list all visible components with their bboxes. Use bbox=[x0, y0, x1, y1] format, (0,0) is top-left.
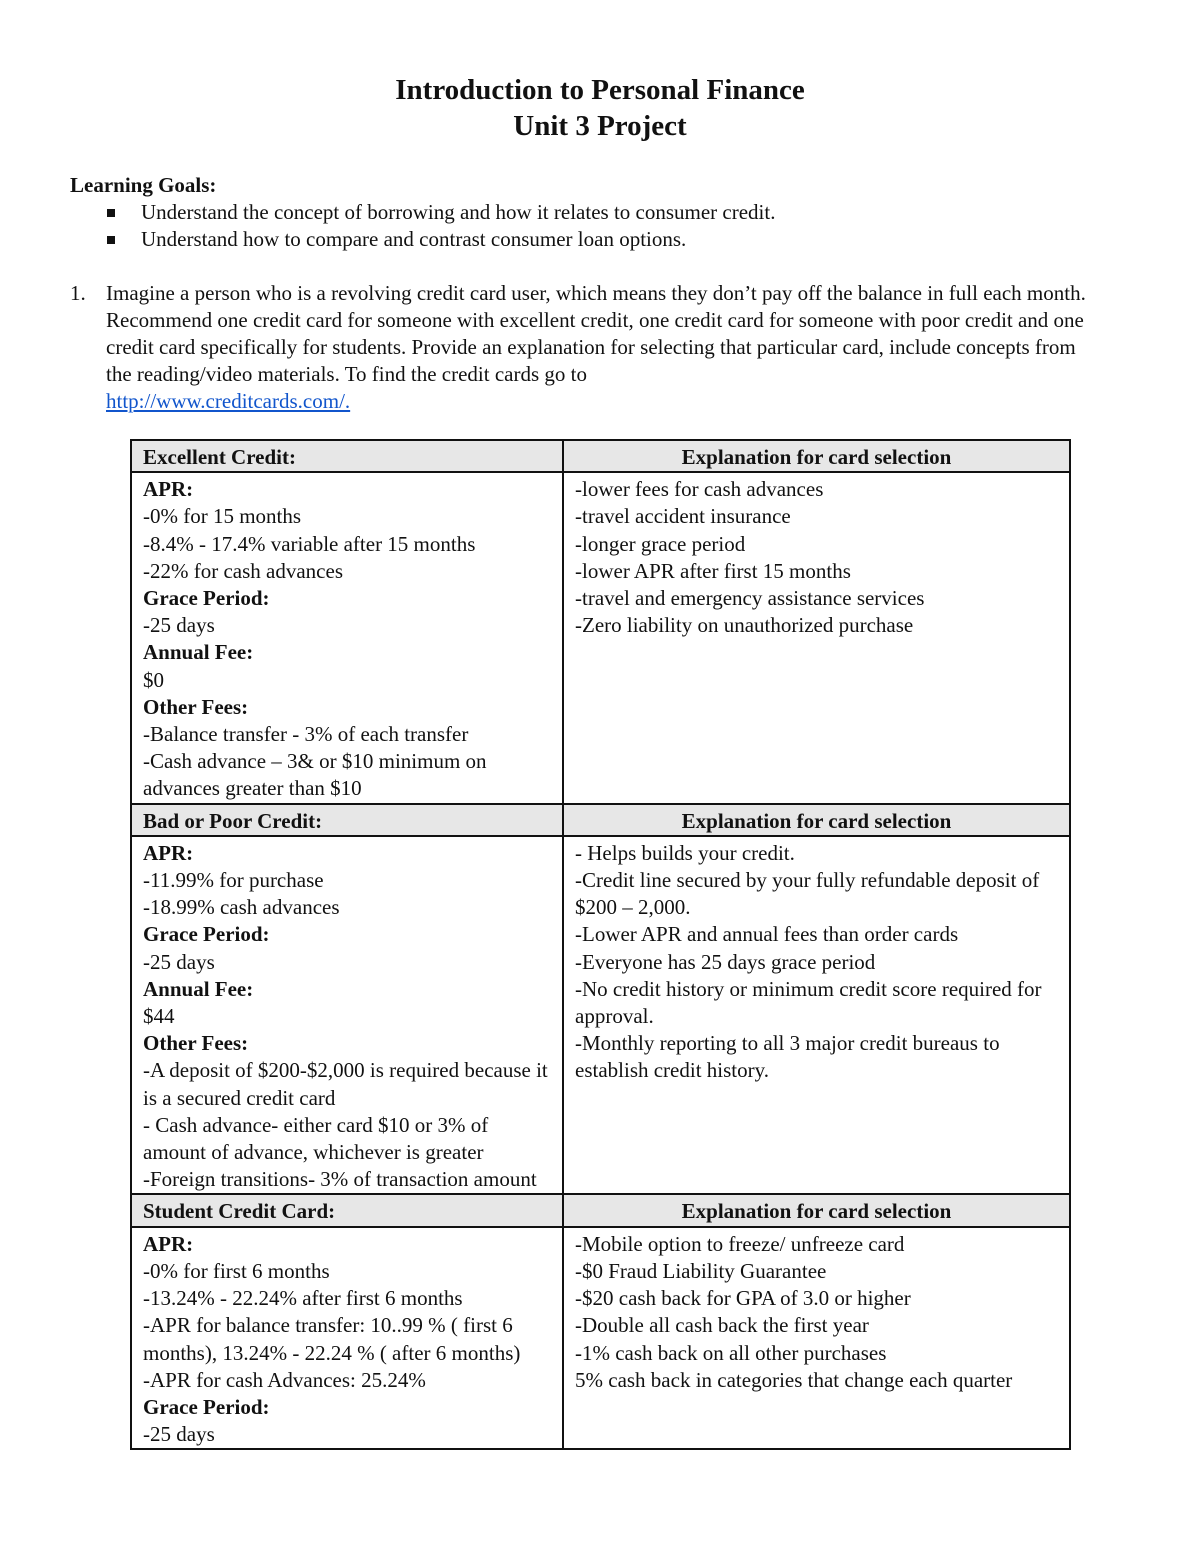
section-body-row bbox=[131, 472, 1070, 803]
section-header-row bbox=[131, 1194, 1070, 1226]
reason-item: 5% cash back in categories that change each quarter bbox=[575, 1367, 1013, 1392]
card-details-cell bbox=[131, 836, 563, 1195]
learning-goal-item bbox=[104, 226, 775, 253]
detail-value: -Cash advance – 3& or $10 minimum on advances greater than $10 bbox=[143, 749, 487, 801]
explanation-header: Explanation for card selection bbox=[563, 440, 1070, 472]
detail-label: APR: bbox=[143, 1231, 194, 1256]
reason-item: -lower APR after first 15 months bbox=[575, 558, 851, 583]
creditcards-link[interactable]: http://www.creditcards.com/. bbox=[106, 389, 351, 413]
detail-value: -25 days bbox=[143, 949, 215, 974]
detail-label: Grace Period: bbox=[143, 586, 270, 611]
learning-goal-text: Understand the concept of borrowing and how it relates to consumer credit. bbox=[141, 200, 776, 224]
detail-value: $0 bbox=[143, 667, 164, 692]
card-reasons-cell bbox=[563, 836, 1070, 1195]
detail-value: -13.24% - 22.24% after first 6 months bbox=[143, 1286, 463, 1311]
card-reasons-cell bbox=[563, 472, 1070, 803]
learning-goals-list bbox=[104, 199, 775, 253]
question-text: Imagine a person who is a revolving credit card user, which means they don’t pay off the balance in full each month. Recommend one credit card for someone with excellent credit, one credit card for someone with poor credit and one credit card specifically for students. Provide an explanation for selecting that particular card, include concepts from the reading/video materials. To find the credit cards go to bbox=[106, 281, 1086, 386]
reason-item: -$0 Fraud Liability Guarantee bbox=[575, 1258, 827, 1283]
card-details-cell bbox=[131, 472, 563, 803]
reason-item: -Everyone has 25 days grace period bbox=[575, 949, 876, 974]
detail-value: -25 days bbox=[143, 613, 215, 638]
section-body-row bbox=[131, 1227, 1070, 1450]
reason-item: -$20 cash back for GPA of 3.0 or higher bbox=[575, 1286, 911, 1311]
question-1 bbox=[70, 280, 1100, 415]
detail-value: -APR for cash Advances: 25.24% bbox=[143, 1367, 426, 1392]
card-details-cell bbox=[131, 1227, 563, 1450]
page-subtitle: Unit 3 Project bbox=[513, 110, 687, 142]
reason-item: - Helps builds your credit. bbox=[575, 840, 795, 865]
square-bullet-icon bbox=[107, 209, 115, 217]
detail-value: -0% for 15 months bbox=[143, 504, 302, 529]
page-title: Introduction to Personal Finance bbox=[395, 74, 805, 106]
reason-item: -Credit line secured by your fully refundable deposit of $200 – 2,000. bbox=[575, 868, 1040, 920]
detail-value: $44 bbox=[143, 1004, 175, 1029]
reason-item: -longer grace period bbox=[575, 531, 746, 556]
detail-value: -0% for first 6 months bbox=[143, 1258, 330, 1283]
detail-value: -8.4% - 17.4% variable after 15 months bbox=[143, 531, 476, 556]
reason-item: -Zero liability on unauthorized purchase bbox=[575, 613, 914, 638]
detail-value: -25 days bbox=[143, 1422, 215, 1447]
detail-label: APR: bbox=[143, 840, 194, 865]
section-header: Student Credit Card: bbox=[131, 1194, 563, 1226]
detail-label: Annual Fee: bbox=[143, 640, 254, 665]
detail-label: Other Fees: bbox=[143, 1031, 249, 1056]
credit-card-table-body bbox=[131, 440, 1070, 1449]
detail-label: Annual Fee: bbox=[143, 976, 254, 1001]
reason-item: -Lower APR and annual fees than order cards bbox=[575, 922, 959, 947]
detail-value: -22% for cash advances bbox=[143, 558, 343, 583]
learning-goal-item bbox=[104, 199, 775, 226]
reason-item: -Double all cash back the first year bbox=[575, 1313, 869, 1338]
section-header: Bad or Poor Credit: bbox=[131, 804, 563, 836]
detail-label: Other Fees: bbox=[143, 694, 249, 719]
learning-goals-heading: Learning Goals: bbox=[70, 173, 217, 197]
card-reasons-cell bbox=[563, 1227, 1070, 1450]
learning-goal-text: Understand how to compare and contrast consumer loan options. bbox=[141, 227, 687, 251]
reason-item: -travel and emergency assistance services bbox=[575, 586, 925, 611]
explanation-header: Explanation for card selection bbox=[563, 1194, 1070, 1226]
section-header-row bbox=[131, 804, 1070, 836]
detail-value: -Foreign transitions- 3% of transaction amount bbox=[143, 1167, 537, 1192]
reason-item: -travel accident insurance bbox=[575, 504, 791, 529]
section-header-row bbox=[131, 440, 1070, 472]
detail-value: -11.99% for purchase bbox=[143, 868, 324, 893]
detail-label: Grace Period: bbox=[143, 922, 270, 947]
detail-value: - Cash advance- either card $10 or 3% of amount of advance, whichever is greater bbox=[143, 1112, 489, 1165]
detail-value: -APR for balance transfer: 10..99 % ( first 6 months), 13.24% - 22.24 % ( after 6 months) bbox=[143, 1313, 521, 1365]
explanation-header: Explanation for card selection bbox=[563, 804, 1070, 836]
reason-item: -lower fees for cash advances bbox=[575, 477, 824, 502]
detail-label: Grace Period: bbox=[143, 1394, 270, 1419]
detail-label: APR: bbox=[143, 477, 194, 502]
question-number: 1. bbox=[70, 281, 86, 305]
detail-value: -18.99% cash advances bbox=[143, 895, 340, 920]
square-bullet-icon bbox=[107, 236, 115, 244]
detail-value: -Balance transfer - 3% of each transfer bbox=[143, 722, 469, 747]
detail-value: -A deposit of $200-$2,000 is required because it is a secured credit card bbox=[143, 1058, 548, 1110]
credit-card-table bbox=[130, 439, 1071, 1450]
reason-item: -Monthly reporting to all 3 major credit bureaus to establish credit history. bbox=[575, 1031, 1000, 1083]
section-body-row bbox=[131, 836, 1070, 1195]
reason-item: -No credit history or minimum credit score required for approval. bbox=[575, 976, 1042, 1029]
reason-item: -1% cash back on all other purchases bbox=[575, 1340, 887, 1365]
question-text-block bbox=[106, 280, 1100, 415]
section-header: Excellent Credit: bbox=[131, 440, 563, 472]
reason-item: -Mobile option to freeze/ unfreeze card bbox=[575, 1231, 905, 1256]
